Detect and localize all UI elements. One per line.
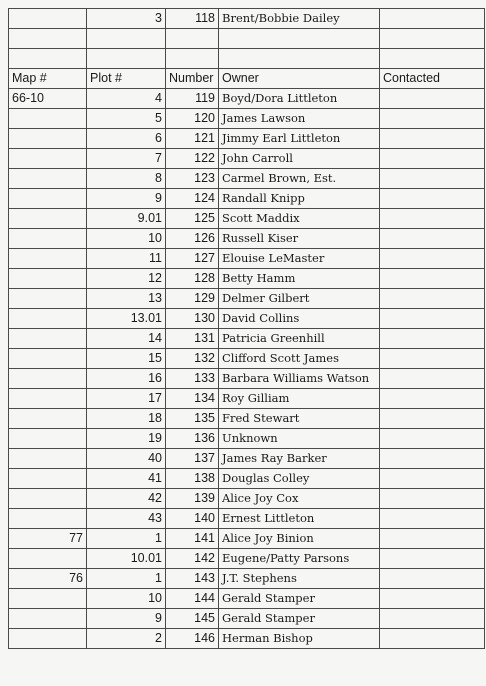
map-cell: 76	[9, 569, 87, 589]
blank-cell	[9, 49, 87, 69]
map-cell	[9, 369, 87, 389]
table-row	[9, 189, 485, 209]
number-cell: 131	[166, 329, 219, 349]
blank-cell	[166, 29, 219, 49]
contacted-cell	[380, 549, 485, 569]
plot-cell: 17	[87, 389, 166, 409]
map-cell	[9, 289, 87, 309]
plot-cell: 40	[87, 449, 166, 469]
table-row	[9, 169, 485, 189]
blank-cell	[380, 29, 485, 49]
number-cell: 139	[166, 489, 219, 509]
contacted-cell	[380, 569, 485, 589]
plot-cell: 1	[87, 569, 166, 589]
plot-cell: 5	[87, 109, 166, 129]
contacted-cell	[380, 429, 485, 449]
blank-cell	[219, 29, 380, 49]
owner-cell: John Carroll	[219, 149, 380, 169]
table-row	[9, 389, 485, 409]
number-cell: 126	[166, 229, 219, 249]
table-row	[9, 489, 485, 509]
contacted-cell	[380, 589, 485, 609]
plot-cell: 9.01	[87, 209, 166, 229]
owner-cell: Ernest Littleton	[219, 509, 380, 529]
map-cell	[9, 169, 87, 189]
owner-cell: Unknown	[219, 429, 380, 449]
table-row	[9, 109, 485, 129]
owner-cell: J.T. Stephens	[219, 569, 380, 589]
number-cell: 138	[166, 469, 219, 489]
table-row	[9, 329, 485, 349]
header-contacted: Contacted	[380, 69, 485, 89]
blank-cell	[166, 49, 219, 69]
owner-table-body	[9, 9, 485, 649]
contacted-cell	[380, 609, 485, 629]
map-cell	[9, 409, 87, 429]
map-cell	[9, 629, 87, 649]
plot-cell: 13.01	[87, 309, 166, 329]
owner-cell: Jimmy Earl Littleton	[219, 129, 380, 149]
plot-cell: 7	[87, 149, 166, 169]
owner-table	[8, 8, 485, 649]
plot-cell: 2	[87, 629, 166, 649]
owner-cell: Alice Joy Cox	[219, 489, 380, 509]
owner-cell: Douglas Colley	[219, 469, 380, 489]
contacted-cell	[380, 249, 485, 269]
plot-cell: 11	[87, 249, 166, 269]
contacted-cell	[380, 329, 485, 349]
plot-cell: 6	[87, 129, 166, 149]
owner-cell: James Lawson	[219, 109, 380, 129]
map-cell: 77	[9, 529, 87, 549]
contacted-cell	[380, 509, 485, 529]
number-cell: 145	[166, 609, 219, 629]
owner-cell: Carmel Brown, Est.	[219, 169, 380, 189]
number-cell: 132	[166, 349, 219, 369]
table-row	[9, 609, 485, 629]
number-cell: 137	[166, 449, 219, 469]
contacted-cell	[380, 109, 485, 129]
number-cell: 129	[166, 289, 219, 309]
number-cell: 142	[166, 549, 219, 569]
plot-cell: 8	[87, 169, 166, 189]
plot-cell: 9	[87, 189, 166, 209]
number-cell: 122	[166, 149, 219, 169]
table-row	[9, 9, 485, 29]
number-cell: 123	[166, 169, 219, 189]
contacted-cell	[380, 409, 485, 429]
plot-cell: 18	[87, 409, 166, 429]
owner-cell: Betty Hamm	[219, 269, 380, 289]
map-cell	[9, 229, 87, 249]
table-row	[9, 149, 485, 169]
contacted-cell	[380, 349, 485, 369]
owner-cell: David Collins	[219, 309, 380, 329]
contacted-cell	[380, 369, 485, 389]
owner-cell: James Ray Barker	[219, 449, 380, 469]
header-row	[9, 69, 485, 89]
map-cell	[9, 209, 87, 229]
table-row	[9, 349, 485, 369]
number-cell: 130	[166, 309, 219, 329]
table-row	[9, 209, 485, 229]
table-row	[9, 289, 485, 309]
owner-cell: Barbara Williams Watson	[219, 369, 380, 389]
plot-cell: 43	[87, 509, 166, 529]
owner-cell: Herman Bishop	[219, 629, 380, 649]
map-cell	[9, 109, 87, 129]
plot-cell: 13	[87, 289, 166, 309]
plot-cell: 1	[87, 529, 166, 549]
number-cell: 124	[166, 189, 219, 209]
contacted-cell	[380, 529, 485, 549]
header-number: Number	[166, 69, 219, 89]
map-cell	[9, 249, 87, 269]
table-row	[9, 469, 485, 489]
number-cell: 136	[166, 429, 219, 449]
header-plot: Plot #	[87, 69, 166, 89]
number-cell: 125	[166, 209, 219, 229]
contacted-cell	[380, 449, 485, 469]
contacted-cell	[380, 9, 485, 29]
plot-cell: 41	[87, 469, 166, 489]
map-cell	[9, 9, 87, 29]
contacted-cell	[380, 149, 485, 169]
map-cell	[9, 329, 87, 349]
table-row	[9, 309, 485, 329]
owner-cell: Delmer Gilbert	[219, 289, 380, 309]
owner-cell: Boyd/Dora Littleton	[219, 89, 380, 109]
blank-row	[9, 49, 485, 69]
owner-cell: Russell Kiser	[219, 229, 380, 249]
number-cell: 118	[166, 9, 219, 29]
owner-cell: Patricia Greenhill	[219, 329, 380, 349]
map-cell	[9, 309, 87, 329]
table-row	[9, 129, 485, 149]
plot-cell: 10	[87, 229, 166, 249]
plot-cell: 9	[87, 609, 166, 629]
blank-cell	[219, 49, 380, 69]
blank-cell	[380, 49, 485, 69]
plot-cell: 4	[87, 89, 166, 109]
map-cell	[9, 489, 87, 509]
map-cell	[9, 469, 87, 489]
plot-cell: 15	[87, 349, 166, 369]
map-cell	[9, 449, 87, 469]
table-row	[9, 249, 485, 269]
contacted-cell	[380, 309, 485, 329]
map-cell	[9, 429, 87, 449]
number-cell: 143	[166, 569, 219, 589]
table-row	[9, 629, 485, 649]
table-row	[9, 369, 485, 389]
number-cell: 146	[166, 629, 219, 649]
number-cell: 127	[166, 249, 219, 269]
map-cell	[9, 609, 87, 629]
contacted-cell	[380, 489, 485, 509]
blank-row	[9, 29, 485, 49]
blank-cell	[9, 29, 87, 49]
table-row	[9, 89, 485, 109]
owner-cell: Elouise LeMaster	[219, 249, 380, 269]
table-row	[9, 409, 485, 429]
plot-cell: 16	[87, 369, 166, 389]
contacted-cell	[380, 289, 485, 309]
plot-cell: 19	[87, 429, 166, 449]
plot-cell: 10	[87, 589, 166, 609]
contacted-cell	[380, 229, 485, 249]
number-cell: 120	[166, 109, 219, 129]
owner-cell: Brent/Bobbie Dailey	[219, 9, 380, 29]
map-cell: 66-10	[9, 89, 87, 109]
owner-cell: Fred Stewart	[219, 409, 380, 429]
contacted-cell	[380, 169, 485, 189]
owner-cell: Roy Gilliam	[219, 389, 380, 409]
contacted-cell	[380, 469, 485, 489]
map-cell	[9, 589, 87, 609]
owner-cell: Clifford Scott James	[219, 349, 380, 369]
blank-cell	[87, 29, 166, 49]
owner-cell: Scott Maddix	[219, 209, 380, 229]
header-owner: Owner	[219, 69, 380, 89]
table-row	[9, 229, 485, 249]
contacted-cell	[380, 189, 485, 209]
table-row	[9, 509, 485, 529]
plot-cell: 14	[87, 329, 166, 349]
map-cell	[9, 349, 87, 369]
plot-cell: 12	[87, 269, 166, 289]
map-cell	[9, 189, 87, 209]
plot-cell: 10.01	[87, 549, 166, 569]
contacted-cell	[380, 629, 485, 649]
table-row	[9, 529, 485, 549]
owner-cell: Gerald Stamper	[219, 589, 380, 609]
map-cell	[9, 149, 87, 169]
number-cell: 135	[166, 409, 219, 429]
contacted-cell	[380, 209, 485, 229]
map-cell	[9, 549, 87, 569]
table-row	[9, 569, 485, 589]
table-row	[9, 429, 485, 449]
plot-cell: 42	[87, 489, 166, 509]
contacted-cell	[380, 389, 485, 409]
owner-cell: Alice Joy Binion	[219, 529, 380, 549]
table-row	[9, 269, 485, 289]
number-cell: 141	[166, 529, 219, 549]
header-map: Map #	[9, 69, 87, 89]
map-cell	[9, 269, 87, 289]
contacted-cell	[380, 89, 485, 109]
owner-cell: Randall Knipp	[219, 189, 380, 209]
number-cell: 140	[166, 509, 219, 529]
table-row	[9, 589, 485, 609]
plot-cell: 3	[87, 9, 166, 29]
number-cell: 133	[166, 369, 219, 389]
number-cell: 144	[166, 589, 219, 609]
number-cell: 119	[166, 89, 219, 109]
map-cell	[9, 129, 87, 149]
table-row	[9, 549, 485, 569]
owner-cell: Eugene/Patty Parsons	[219, 549, 380, 569]
map-cell	[9, 389, 87, 409]
map-cell	[9, 509, 87, 529]
blank-cell	[87, 49, 166, 69]
contacted-cell	[380, 129, 485, 149]
table-row	[9, 449, 485, 469]
number-cell: 121	[166, 129, 219, 149]
contacted-cell	[380, 269, 485, 289]
number-cell: 134	[166, 389, 219, 409]
number-cell: 128	[166, 269, 219, 289]
owner-cell: Gerald Stamper	[219, 609, 380, 629]
